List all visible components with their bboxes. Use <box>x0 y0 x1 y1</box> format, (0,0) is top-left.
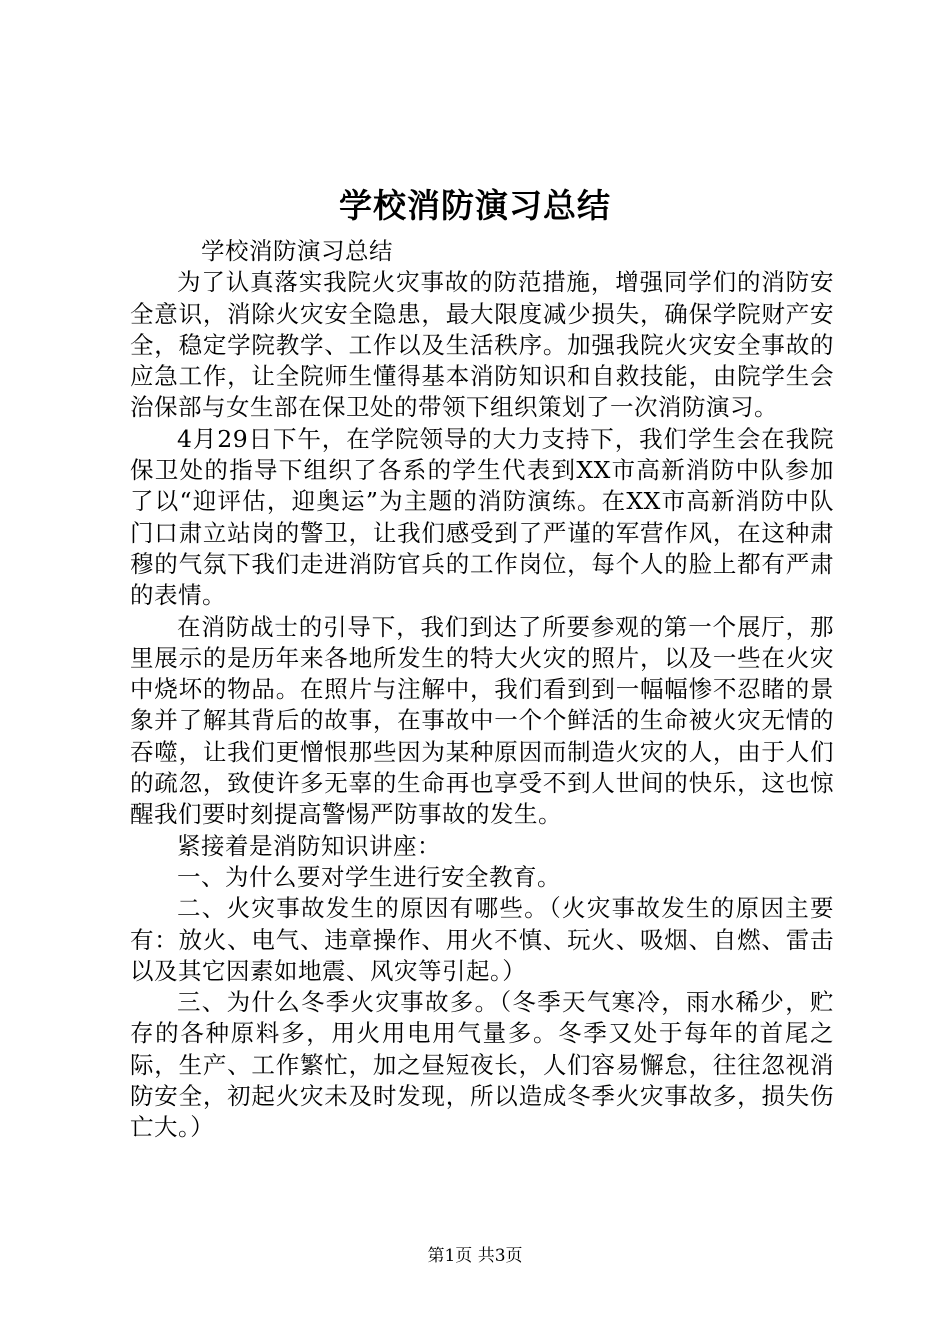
paragraph-lecture-item-1: 一、为什么要对学生进行安全教育。 <box>177 862 561 891</box>
page-number: 第1页 共3页 <box>427 1246 523 1266</box>
paragraph-intro: 为了认真落实我院火灾事故的防范措施，增强同学们的消防安全意识，消除火灾安全隐患，最大限度减少损失，确保学院财产安全，稳定学院教学、工作以及生活秩序。加强我院火灾安全事故的应急工作，让全院师生懂得基本消防知识和自救技能，由院学生会治保部与女生部在保卫处的带领下组织策划了一次消防演习。 <box>130 268 834 422</box>
document-title: 学校消防演习总结 <box>339 186 611 225</box>
paragraph-event: 4月29日下午，在学院领导的大力支持下，我们学生会在我院保卫处的指导下组织了各系的学生代表到XX市高新消防中队参加了以“迎评估，迎奥运”为主题的消防演练。在XX市高新消防中队门口肃立站岗的警卫，让我们感受到了严谨的军营作风，在这种肃穆的气氛下我们走进消防官兵的工作岗位，每个人的脸上都有严肃的表情。 <box>130 424 834 610</box>
paragraph-lecture-intro: 紧接着是消防知识讲座： <box>177 831 441 860</box>
paragraph-subtitle: 学校消防演习总结 <box>201 237 393 265</box>
paragraph-lecture-item-2: 二、火灾事故发生的原因有哪些。（火灾事故发生的原因主要有：放火、电气、违章操作、用火不慎、玩火、吸烟、自燃、雷击以及其它因素如地震、风灾等引起。） <box>130 894 834 985</box>
document-body <box>130 236 834 1144</box>
paragraph-exhibition: 在消防战士的引导下，我们到达了所要参观的第一个展厅，那里展示的是历年来各地所发生的特大火灾的照片，以及一些在火灾中烧坏的物品。在照片与注解中，我们看到到一幅幅惨不忍睹的景象并了解其背后的故事，在事故中一个个鲜活的生命被火灾无情的吞噬，让我们更憎恨那些因为某种原因而制造火灾的人，由于人们的疏忽，致使许多无辜的生命再也享受不到人世间的快乐，这也惊醒我们要时刻提高警惕严防事故的发生。 <box>130 612 834 829</box>
paragraph-lecture-item-3: 三、为什么冬季火灾事故多。（冬季天气寒冷，雨水稀少，贮存的各种原料多，用火用电用气量多。冬季又处于每年的首尾之际，生产、工作繁忙，加之昼短夜长，人们容易懈怠，往往忽视消防安全，初起火灾未及时发现，所以造成冬季火灾事故多，损失伤亡大。） <box>130 988 834 1142</box>
